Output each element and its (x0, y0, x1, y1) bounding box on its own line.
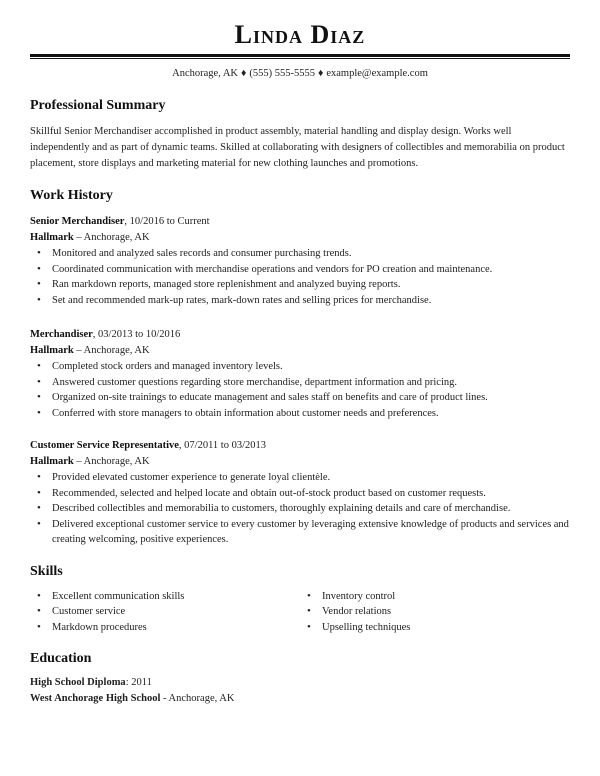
summary-heading: Professional Summary (30, 98, 166, 113)
list-item: • Customer service (30, 604, 300, 620)
list-item: • Answered customer questions regarding store merchandise, department information and pricing. (30, 375, 570, 391)
job-title: Customer Service Representative (30, 440, 179, 451)
work-history-section (30, 186, 570, 548)
job-title-line (30, 214, 570, 230)
list-item: • Set and recommended mark-up rates, mark-down rates and selling prices for merchandise. (30, 293, 570, 309)
skills-heading: Skills (30, 563, 63, 579)
job-bullets (30, 359, 570, 421)
education-year: : 2011 (125, 677, 152, 688)
list-item: • Completed stock orders and managed inventory levels. (30, 359, 570, 375)
list-item: • Conferred with store managers to obtain information about customer needs and preferences. (30, 406, 570, 422)
work-history-heading: Work History (30, 188, 113, 203)
job-company-line (30, 230, 570, 246)
list-item: • Excellent communication skills (30, 589, 300, 605)
skills-section (30, 562, 570, 636)
job-entry (30, 327, 570, 421)
education-section (30, 649, 570, 707)
job-bullets (30, 246, 570, 308)
list-item: • Upselling techniques (300, 620, 570, 636)
job-entry (30, 438, 570, 548)
list-item: • Provided elevated customer experience to generate loyal clientèle. (30, 470, 570, 486)
contact-location: Anchorage, AK (172, 68, 239, 79)
skills-grid (30, 589, 570, 636)
list-item: • Inventory control (300, 589, 570, 605)
job-dates: , 10/2016 to Current (124, 216, 210, 227)
resume-body (30, 96, 570, 707)
summary-text: Skillful Senior Merchandiser accomplished in product assembly, material handling and display design. Works well independently and as part of dynamic teams. Skilled at collaborating with designers of collectibles and memorabilia on product placement, store displays and marketing material for new clothing launches and promotions. (30, 126, 565, 169)
education-school-line (30, 691, 570, 707)
job-title: Merchandiser (30, 329, 93, 340)
job-company: Hallmark (30, 456, 74, 467)
skills-column-left (30, 589, 300, 636)
list-item: • Delivered exceptional customer service to every customer by leveraging extensive knowledge of products and services and creating welcoming, positive experiences. (30, 517, 570, 548)
list-item: • Coordinated communication with merchandise operations and vendors for PO creation and maintenance. (30, 262, 570, 278)
job-dates: , 03/2013 to 10/2016 (92, 329, 181, 340)
contact-phone: (555) 555-5555 (249, 68, 315, 79)
header-rule-thick (30, 54, 570, 57)
list-item: • Markdown procedures (30, 620, 300, 636)
job-title-line (30, 327, 570, 343)
header-rule-thin (30, 58, 570, 59)
job-bullets (30, 470, 570, 548)
job-title-line (30, 438, 570, 454)
contact-email: example@example.com (326, 68, 428, 79)
list-item: • Ran markdown reports, managed store replenishment and analyzed buying reports. (30, 277, 570, 293)
job-company: Hallmark (30, 232, 74, 243)
contact-line (0, 66, 600, 82)
education-school: West Anchorage High School (30, 693, 161, 704)
job-company-line (30, 343, 570, 359)
job-entry (30, 214, 570, 308)
education-degree: High School Diploma (30, 677, 126, 688)
job-dates: , 07/2011 to 03/2013 (178, 440, 267, 451)
job-company: Hallmark (30, 345, 74, 356)
diamond-separator-icon: ♦ (241, 68, 247, 79)
list-item: • Described collectibles and memorabilia to customers, thoroughly explaining details and care of merchandise. (30, 501, 570, 517)
job-company-line (30, 454, 570, 470)
summary-section (30, 96, 570, 172)
list-item: • Monitored and analyzed sales records and consumer purchasing trends. (30, 246, 570, 262)
list-item: • Vendor relations (300, 604, 570, 620)
list-item: • Recommended, selected and helped locate and obtain out-of-stock product based on customer requests. (30, 486, 570, 502)
candidate-name: Linda Diaz (234, 20, 366, 49)
diamond-separator-icon: ♦ (318, 68, 324, 79)
job-title: Senior Merchandiser (30, 216, 125, 227)
education-degree-line (30, 675, 570, 691)
list-item: • Organized on-site trainings to educate management and sales staff on benefits and care of product lines. (30, 390, 570, 406)
education-heading: Education (30, 651, 92, 666)
skills-column-right (300, 589, 570, 636)
job-location: – Anchorage, AK (73, 232, 150, 243)
job-location: – Anchorage, AK (73, 345, 150, 356)
job-location: – Anchorage, AK (73, 456, 150, 467)
education-location: - Anchorage, AK (160, 693, 235, 704)
